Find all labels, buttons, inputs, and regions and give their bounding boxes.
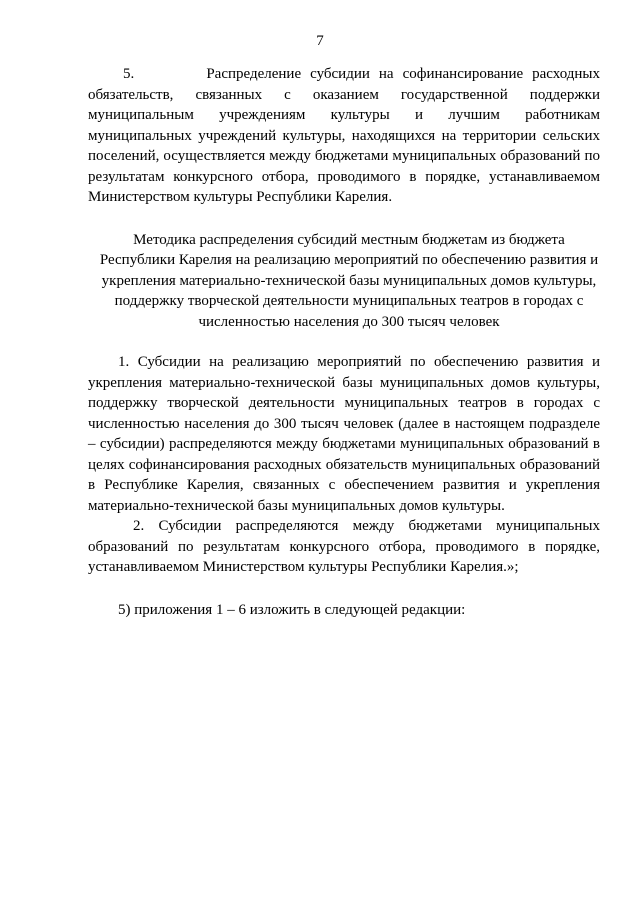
- paragraph-clause-1: 1. Субсидии на реализацию мероприятий по обеспечению развития и укрепления материально-технической базы муниципальных домов культуры, поддержку творческой деятельности муниципальных театров в городах с численностью населения до 300 тысяч человек (далее в настоящем подразделе – субсидии) распределяются между бюджетами муниципальных образований в целях софинансирования расходных обязательств муниципальных образований в Республике Карелия, связанных с обеспечением развития и укрепления материально-технической базы муниципальных домов культуры.: [88, 354, 600, 514]
- page-number: 7: [316, 33, 324, 49]
- paragraph-item-5-appendices: 5) приложения 1 – 6 изложить в следующей редакции:: [118, 601, 466, 618]
- paragraph-clause-2: 2. Субсидии распределяются между бюджетами муниципальных образований по результатам конкурсного отбора, проводимого в порядке, устанавливаемом Министерством культуры Республики Карелия.»;: [88, 518, 600, 575]
- methodology-heading: Методика распределения субсидий местным бюджетам из бюджета Республики Карелия на реализацию мероприятий по обеспечению развития и укрепления материально-технической базы муниципальных домов культуры, поддержку творческой деятельности муниципальных театров в городах с численностью населения до 300 тысяч человек: [99, 231, 599, 330]
- document-body: [88, 64, 600, 620]
- paragraph-item-5: 5. Распределение субсидии на софинансирование расходных обязательств, связанных с оказанием государственной поддержки муниципальным учреждениям культуры и лучшим работникам муниципальных учреждений культуры, находящихся на территории сельских поселений, осуществляется между бюджетами муниципальных образований по результатам конкурсного отбора, проводимого в порядке, устанавливаемом Министерством культуры Республики Карелия.: [88, 66, 600, 205]
